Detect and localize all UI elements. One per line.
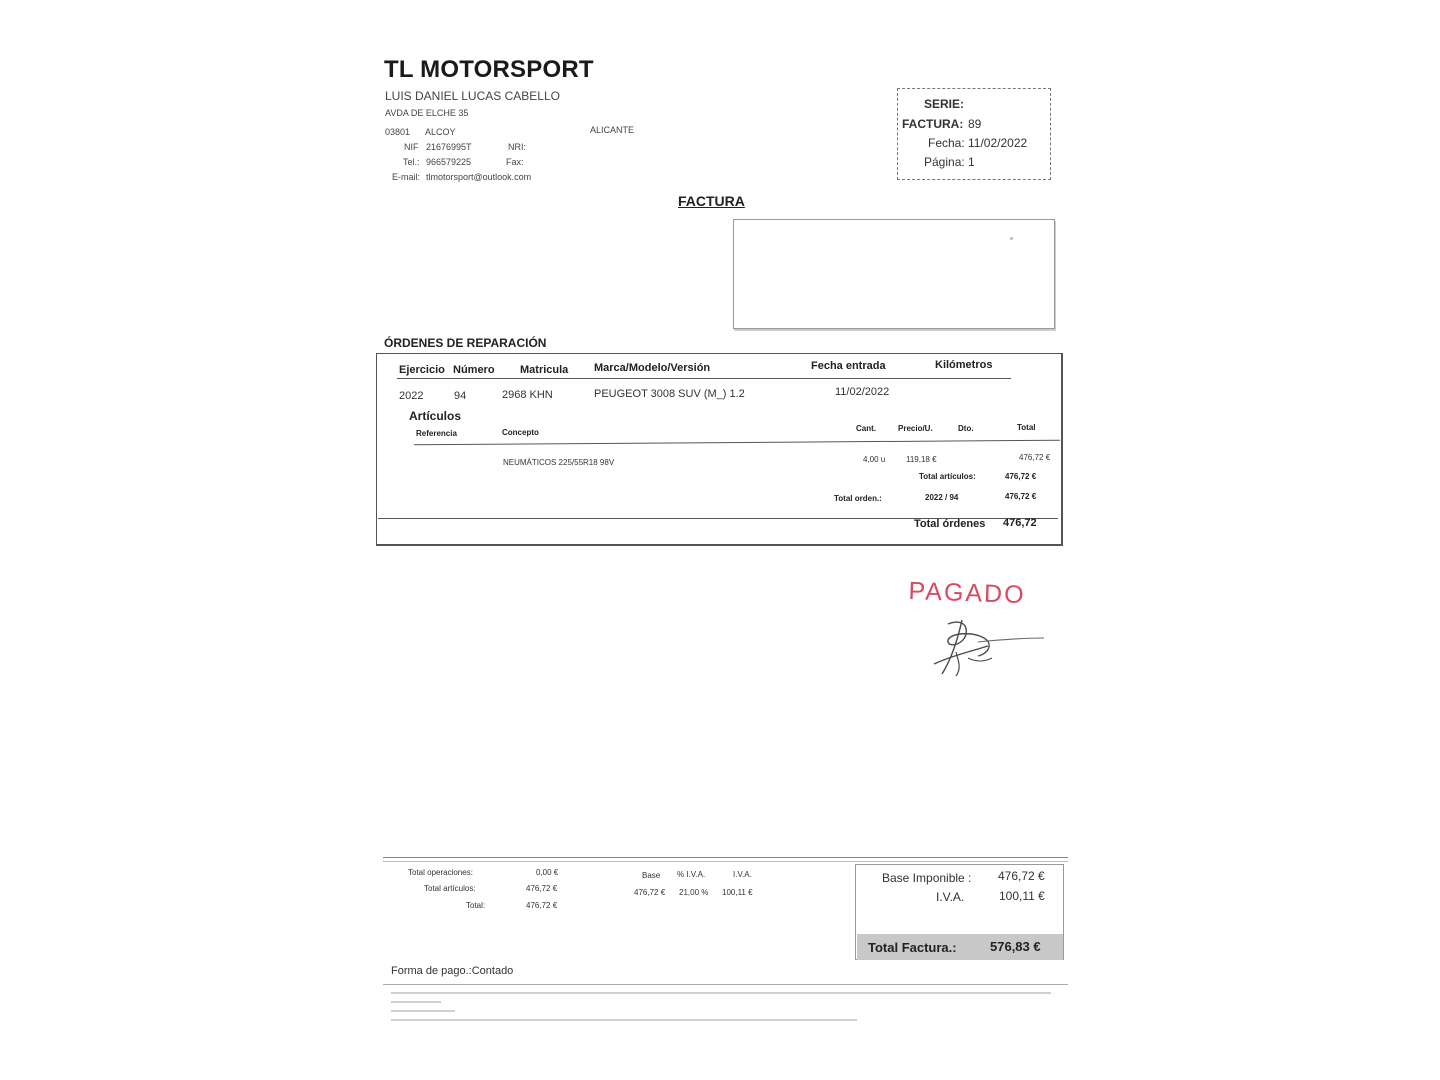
footer-top-rule-2 bbox=[383, 861, 1068, 862]
pagina-value: 1 bbox=[968, 155, 975, 169]
item-total: 476,72 € bbox=[1019, 453, 1051, 462]
address: AVDA DE ELCHE 35 bbox=[385, 108, 469, 118]
paid-stamp: PAGADO bbox=[908, 577, 1027, 610]
email-label: E-mail: bbox=[392, 172, 421, 182]
row-matricula: 2968 KHN bbox=[502, 389, 553, 401]
email-value: tlmotorsport@outlook.com bbox=[426, 172, 532, 182]
legal-text-line bbox=[391, 1019, 857, 1021]
invoice-info-box bbox=[897, 88, 1051, 180]
item-precio: 119,18 € bbox=[906, 455, 937, 464]
base-imponible-value: 476,72 € bbox=[998, 869, 1045, 883]
iva-total-value: 100,11 € bbox=[999, 889, 1045, 903]
legal-text-line bbox=[391, 992, 1051, 994]
base-label: Base bbox=[642, 871, 661, 880]
total-operaciones-label: Total operaciones: bbox=[408, 868, 473, 877]
total-orden-value: 476,72 € bbox=[1005, 492, 1037, 501]
footer-total-articulos-label: Total artículos: bbox=[424, 884, 476, 893]
serie-label: SERIE: bbox=[924, 97, 965, 111]
row-ejercicio: 2022 bbox=[399, 390, 424, 402]
iva-pct-label: % I.V.A. bbox=[677, 870, 706, 879]
postal-code: 03801 bbox=[385, 127, 411, 137]
nri-label: NRI: bbox=[508, 142, 526, 152]
iva-total-label: I.V.A. bbox=[936, 890, 965, 904]
iva-label: I.V.A. bbox=[733, 870, 752, 879]
col-numero: Número bbox=[453, 364, 495, 376]
iva-value: 100,11 € bbox=[722, 888, 753, 897]
total-orden-label: Total orden.: bbox=[834, 494, 882, 503]
total-ordenes-value: 476,72 bbox=[1003, 517, 1037, 529]
pagina-label: Página: bbox=[924, 155, 965, 169]
total-factura-value: 576,83 € bbox=[990, 939, 1041, 954]
fecha-label: Fecha: bbox=[928, 136, 965, 150]
base-value: 476,72 € bbox=[634, 888, 666, 897]
province: ALICANTE bbox=[590, 125, 635, 135]
document-title: FACTURA bbox=[678, 193, 745, 209]
total-operaciones-value: 0,00 € bbox=[536, 868, 559, 877]
city: ALCOY bbox=[425, 127, 456, 137]
row-fecha-entrada: 11/02/2022 bbox=[835, 386, 890, 398]
legal-text-line bbox=[391, 1001, 441, 1003]
col-matricula: Matricula bbox=[520, 364, 569, 376]
total-orden-ref: 2022 / 94 bbox=[925, 493, 959, 502]
orders-header-rule bbox=[397, 378, 1011, 379]
footer-total-articulos-value: 476,72 € bbox=[526, 884, 558, 893]
row-marca: PEUGEOT 3008 SUV (M_) 1.2 bbox=[594, 388, 745, 400]
base-imponible-label: Base Imponible : bbox=[882, 871, 972, 885]
col-kilometros: Kilómetros bbox=[935, 359, 993, 371]
factura-number: 89 bbox=[968, 117, 982, 131]
fax-label: Fax: bbox=[506, 157, 524, 167]
row-numero: 94 bbox=[454, 390, 467, 402]
item-col-dto: Dto. bbox=[958, 424, 974, 433]
nif-value: 21676995T bbox=[426, 142, 472, 152]
legal-text-line bbox=[391, 1010, 455, 1012]
total-factura-label: Total Factura.: bbox=[868, 940, 957, 955]
orders-section-title: ÓRDENES DE REPARACIÓN bbox=[384, 336, 547, 350]
iva-pct-value: 21,00 % bbox=[679, 888, 709, 897]
tel-label: Tel.: bbox=[403, 157, 420, 167]
item-col-precio: Precio/U. bbox=[898, 424, 933, 433]
fecha-value: 11/02/2022 bbox=[968, 136, 1028, 150]
item-col-total: Total bbox=[1017, 423, 1036, 432]
item-col-cant: Cant. bbox=[856, 424, 876, 433]
owner-name: LUIS DANIEL LUCAS CABELLO bbox=[385, 89, 560, 103]
tel-value: 966579225 bbox=[426, 157, 472, 167]
footer-total-value: 476,72 € bbox=[526, 901, 558, 910]
item-concepto: NEUMÁTICOS 225/55R18 98V bbox=[503, 458, 615, 467]
company-name: TL MOTORSPORT bbox=[384, 56, 594, 83]
legal-rule bbox=[383, 984, 1068, 985]
articulos-title: Artículos bbox=[409, 409, 462, 423]
footer-total-label: Total: bbox=[466, 901, 486, 910]
client-address-box bbox=[733, 219, 1055, 329]
col-ejercicio: Ejercicio bbox=[399, 364, 445, 376]
total-ordenes-label: Total órdenes bbox=[914, 518, 986, 530]
client-box-mark bbox=[1010, 237, 1013, 240]
item-cant: 4,00 u bbox=[863, 455, 886, 464]
col-marca: Marca/Modelo/Versión bbox=[594, 362, 711, 374]
footer-top-rule bbox=[383, 857, 1068, 858]
factura-label: FACTURA: bbox=[902, 117, 964, 131]
total-articulos-label: Total artículos: bbox=[919, 472, 976, 481]
signature-mark bbox=[928, 612, 1048, 682]
col-fecha-entrada: Fecha entrada bbox=[811, 360, 886, 372]
forma-pago: Forma de pago.:Contado bbox=[391, 965, 514, 977]
nif-label: NIF bbox=[404, 142, 419, 152]
item-col-concepto: Concepto bbox=[502, 428, 539, 437]
item-col-referencia: Referencia bbox=[416, 429, 457, 438]
total-articulos-value: 476,72 € bbox=[1005, 472, 1037, 481]
